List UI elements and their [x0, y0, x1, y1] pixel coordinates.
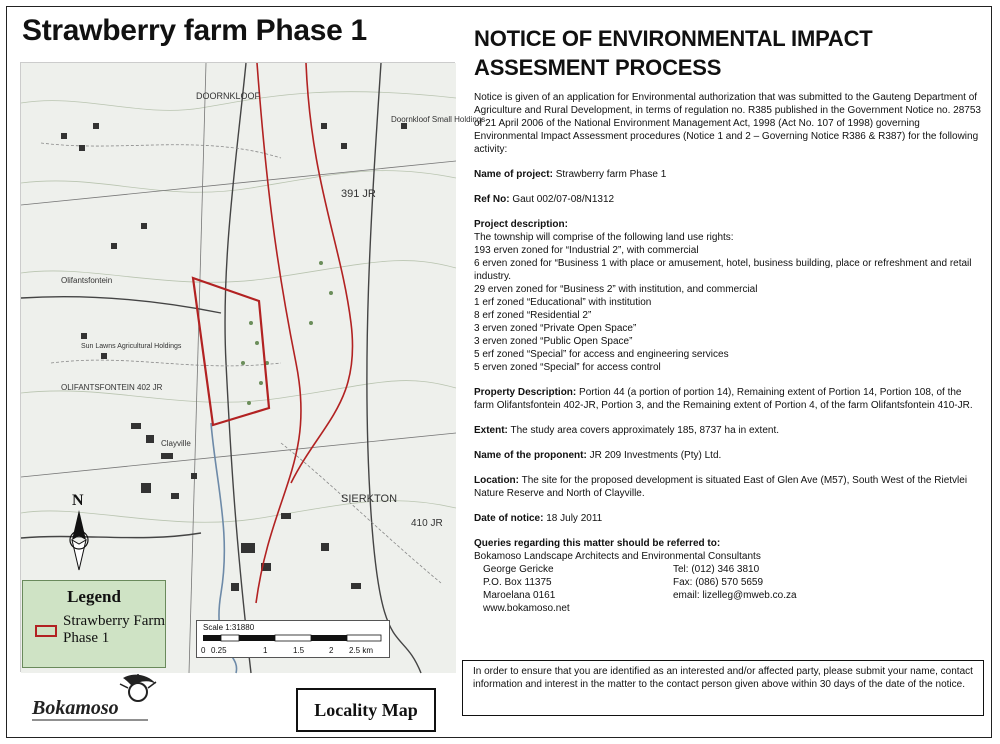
scale-bar — [196, 620, 390, 658]
description-line: 29 erven zoned for “Business 2” with institution, and commercial — [474, 284, 758, 295]
map-label-doornkloof-small-holdings: Doornkloof Small Holdings — [391, 115, 486, 124]
description-line: 3 erven zoned “Private Open Space” — [474, 323, 637, 334]
project-description-label: Project description: — [474, 219, 568, 230]
project-name-row — [474, 168, 984, 181]
notice-panel — [474, 24, 984, 615]
contact-details — [474, 563, 984, 615]
description-line: 8 erf zoned “Residential 2” — [474, 310, 592, 321]
consultant-name: Bokamoso Landscape Architects and Environmental Consultants — [474, 551, 761, 562]
ref-value: Gaut 002/07-08/N1312 — [512, 194, 615, 205]
legend-item-label: Strawberry Farm Phase 1 — [63, 613, 166, 646]
notice-intro: Notice is given of an application for Environmental authorization that was submitted to the Gauteng Department of Agriculture and Rural Development, in terms of regulation no. R385 published in the Government Notice no. 28753 of 21 April 2006 of the National Environment Management Act, 1998 (Act No. 107 of 1998) governing Environmental Impact Assessment procedures (Notice 1 and 2 – Governing Notice R386 & R387) for the following activity: — [474, 92, 981, 155]
map-label-391jr: 391 JR — [341, 188, 376, 200]
notice-title-line1: NOTICE OF ENVIRONMENTAL IMPACT — [474, 26, 873, 51]
scale-bar-graphic — [203, 635, 383, 643]
north-arrow-icon — [64, 492, 94, 570]
map-label-doornkloof: DOORNKLOOF — [196, 91, 261, 101]
scale-tick: 0.25 — [211, 646, 227, 655]
map-label-olifantsfontein-402jr: OLIFANTSFONTEIN 402 JR — [61, 383, 163, 392]
extent-value: The study area covers approximately 185, 8737 ha in extent. — [510, 425, 780, 436]
project-name-label: Name of project: — [474, 169, 553, 180]
ref-label: Ref No: — [474, 194, 510, 205]
description-line: 3 erven zoned “Public Open Space” — [474, 336, 633, 347]
property-row — [474, 386, 984, 412]
description-line: 193 erven zoned for “Industrial 2”, with commercial — [474, 245, 699, 256]
scale-tick: 1 — [263, 646, 268, 655]
description-line: 6 erven zoned for “Business 1 with place or amusement, hotel, business building, place or refreshment and retail industry. — [474, 258, 972, 282]
location-value: The site for the proposed development is situated East of Glen Ave (M57), South West of the Rietvlei Nature Reserve and North of Clayville. — [474, 475, 968, 499]
proponent-row — [474, 449, 984, 462]
map-legend — [22, 580, 166, 668]
legend-swatch-icon — [35, 625, 57, 637]
date-label: Date of notice: — [474, 513, 544, 524]
map-label-olifantsfontein: Olifantsfontein — [61, 276, 113, 285]
contact-name: George Gericke — [483, 564, 554, 575]
map-label-sierkton: SIERKTON — [341, 493, 398, 505]
description-line: 1 erf zoned “Educational” with institution — [474, 297, 652, 308]
scale-tick: 1.5 — [293, 646, 305, 655]
map-title: Strawberry farm Phase 1 — [22, 14, 367, 47]
property-value: Portion 44 (a portion of portion 14), Remaining extent of Portion 14, Portion 108, of the farm Olifantsfontein 402-JR, Portion 3, and the Remaining extent of Portion 4, of the farm Olifantsfontein 410-JR. — [474, 387, 973, 411]
project-name-value: Strawberry farm Phase 1 — [555, 169, 667, 180]
compass-icon — [64, 510, 94, 570]
svg-text:Bokamoso: Bokamoso — [32, 697, 119, 719]
location-row — [474, 474, 984, 500]
queries-label: Queries regarding this matter should be referred to: — [474, 538, 721, 549]
contact-email: email: lizelleg@mweb.co.za — [673, 590, 797, 601]
contact-tel: Tel: (012) 346 3810 — [673, 564, 760, 575]
date-row — [474, 512, 984, 525]
contact-town: Maroelana 0161 — [483, 590, 556, 601]
location-label: Location: — [474, 475, 519, 486]
extent-label: Extent: — [474, 425, 508, 436]
logo-icon — [28, 670, 166, 730]
scale-tick: 0 — [201, 646, 206, 655]
date-value: 18 July 2011 — [546, 513, 603, 524]
contact-fax: Fax: (086) 570 5659 — [673, 577, 764, 588]
scale-title: Scale 1:31880 — [203, 623, 255, 632]
property-label: Property Description: — [474, 387, 577, 398]
notice-title-line2: ASSESMENT PROCESS — [474, 55, 722, 80]
locality-map-caption: Locality Map — [296, 688, 436, 732]
map-label-410jr: 410 JR — [411, 518, 443, 529]
bokamoso-logo — [28, 670, 166, 730]
registration-notice-box: In order to ensure that you are identified as an interested and/or affected party, please submit your name, contact information and interest in the matter to the contact person given above within 30 days of the date of the notice. — [462, 660, 984, 716]
scale-tick: 2 — [329, 646, 334, 655]
ref-row — [474, 193, 984, 206]
map-label-clayville: Clayville — [161, 439, 191, 448]
scale-tick: 2.5 km — [349, 646, 374, 655]
legend-title: Legend — [67, 587, 121, 606]
description-line: 5 erf zoned “Special” for access and engineering services — [474, 349, 729, 360]
contact-web: www.bokamoso.net — [483, 603, 570, 614]
description-line: 5 erven zoned “Special” for access control — [474, 362, 661, 373]
proponent-label: Name of the proponent: — [474, 450, 587, 461]
notice-title — [474, 24, 984, 82]
description-line: The township will comprise of the following land use rights: — [474, 232, 734, 243]
map-label-sun-lawns: Sun Lawns Agricultural Holdings — [81, 343, 182, 350]
north-label: N — [72, 492, 84, 509]
contact-box: P.O. Box 11375 — [483, 577, 552, 588]
extent-row — [474, 424, 984, 437]
proponent-value: JR 209 Investments (Pty) Ltd. — [589, 450, 722, 461]
